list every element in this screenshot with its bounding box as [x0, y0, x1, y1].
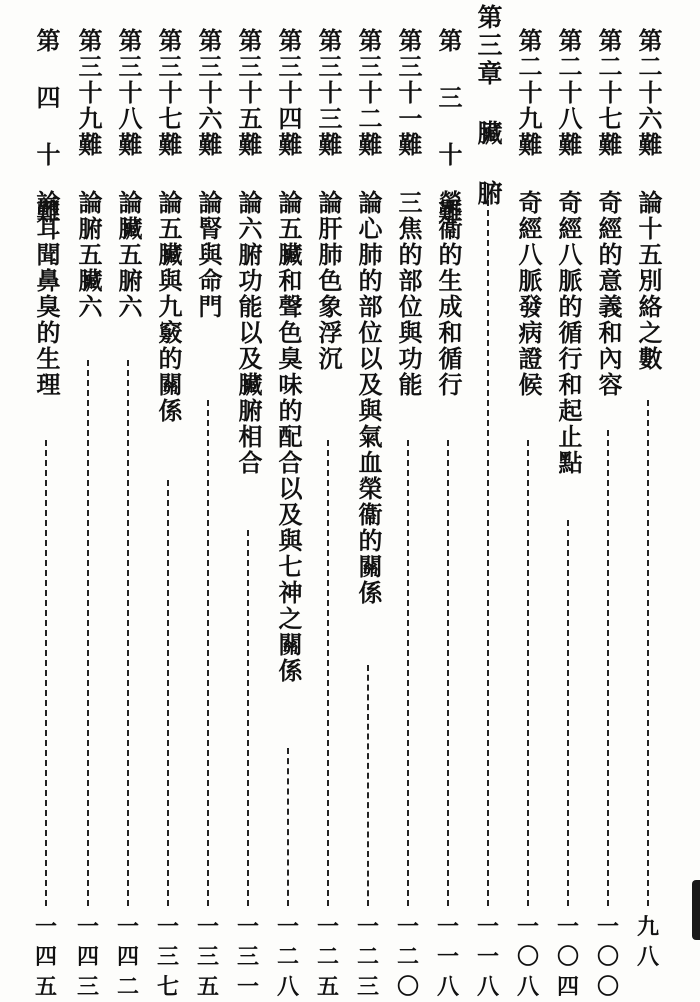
entry-title: 論六腑功能以及臟腑相合 [234, 190, 263, 476]
entry-page-number: 一四二 [116, 914, 139, 1000]
entry-page-number: 一二五 [316, 914, 339, 1000]
dot-leader [407, 440, 409, 906]
toc-entry [428, 0, 468, 1002]
toc-entry [148, 0, 188, 1002]
dot-leader [487, 190, 489, 906]
entry-number: 第二十七難 [594, 28, 623, 158]
entry-page-number: 一二八 [276, 914, 299, 1000]
entry-page-number: 一二三 [356, 914, 379, 1000]
entry-page-number: 一四三 [76, 914, 99, 1000]
toc-entry [508, 0, 548, 1002]
dot-leader [87, 360, 89, 906]
toc-entry [68, 0, 108, 1002]
dot-leader [527, 440, 529, 906]
entry-title: 奇經八脈的循行和起止點 [554, 190, 583, 476]
entry-title: 三焦的部位與功能 [394, 190, 423, 398]
entry-number: 第三十六難 [194, 28, 223, 158]
entry-title: 論五臟和聲色臭味的配合以及與七神之關係 [274, 190, 303, 684]
toc-entry [388, 0, 428, 1002]
dot-leader [447, 440, 449, 906]
dot-leader [167, 480, 169, 906]
toc-entry [188, 0, 228, 1002]
dot-leader [287, 748, 289, 906]
toc-entry [548, 0, 588, 1002]
binding-edge [692, 880, 700, 940]
entry-title: 論腑五臟六 [74, 190, 103, 320]
entry-number: 第二十六難 [634, 28, 663, 158]
entry-title: 論耳聞鼻臭的生理 [32, 190, 61, 398]
entry-number: 第二十八難 [554, 28, 583, 158]
entry-number: 第 四 十 難 [32, 28, 61, 225]
entry-number: 第三十五難 [234, 28, 263, 158]
dot-leader [327, 440, 329, 906]
toc-entry [588, 0, 628, 1002]
entry-title: 奇經八脈發病證候 [514, 190, 543, 398]
entry-page-number: 一一八 [436, 914, 459, 1000]
toc-entry [228, 0, 268, 1002]
entry-title: 奇經的意義和內容 [594, 190, 623, 398]
chapter-title: 第三章 臟 腑 [474, 4, 503, 208]
entry-title: 論腎與命門 [194, 190, 223, 320]
entry-page-number: 一三五 [196, 914, 219, 1000]
toc-entry [348, 0, 388, 1002]
entry-page-number: 一〇〇 [596, 914, 619, 1000]
dot-leader [247, 530, 249, 906]
dot-leader [45, 440, 47, 906]
entry-page-number: 一〇八 [516, 914, 539, 1000]
entry-title: 論十五別絡之數 [634, 190, 663, 372]
entry-title: 論五臟與九竅的關係 [154, 190, 183, 424]
toc-entry [308, 0, 348, 1002]
entry-page-number: 一四五 [34, 914, 57, 1000]
entry-number: 第三十四難 [274, 28, 303, 158]
dot-leader [607, 430, 609, 906]
entry-number: 第三十八難 [114, 28, 143, 158]
entry-page-number: 一三七 [156, 914, 179, 1000]
entry-title: 榮衞的生成和循行 [434, 190, 463, 398]
entry-number: 第三十九難 [74, 28, 103, 158]
dot-leader [207, 400, 209, 906]
entry-page-number: 一〇四 [556, 914, 579, 1000]
entry-page-number: 一二〇 [396, 914, 419, 1000]
toc-entry [26, 0, 66, 1002]
dot-leader [647, 400, 649, 906]
entry-page-number: 一三一 [236, 914, 259, 1000]
dot-leader [367, 665, 369, 906]
entry-number: 第三十一難 [394, 28, 423, 158]
dot-leader [127, 360, 129, 906]
entry-title: 論心肺的部位以及與氣血榮衞的關係 [354, 190, 383, 606]
entry-number: 第三十二難 [354, 28, 383, 158]
toc-entry [628, 0, 668, 1002]
dot-leader [567, 520, 569, 906]
entry-number: 第二十九難 [514, 28, 543, 158]
entry-page-number: 九八 [636, 914, 659, 970]
entry-number: 第 三 十 難 [434, 28, 463, 225]
entry-number: 第三十三難 [314, 28, 343, 158]
entry-title: 論臟五腑六 [114, 190, 143, 320]
toc-entry [108, 0, 148, 1002]
entry-page-number: 一一八 [476, 914, 499, 1000]
toc-entry [268, 0, 308, 1002]
entry-title: 論肝肺色象浮沉 [314, 190, 343, 372]
chapter-heading [468, 0, 508, 1002]
entry-number: 第三十七難 [154, 28, 183, 158]
